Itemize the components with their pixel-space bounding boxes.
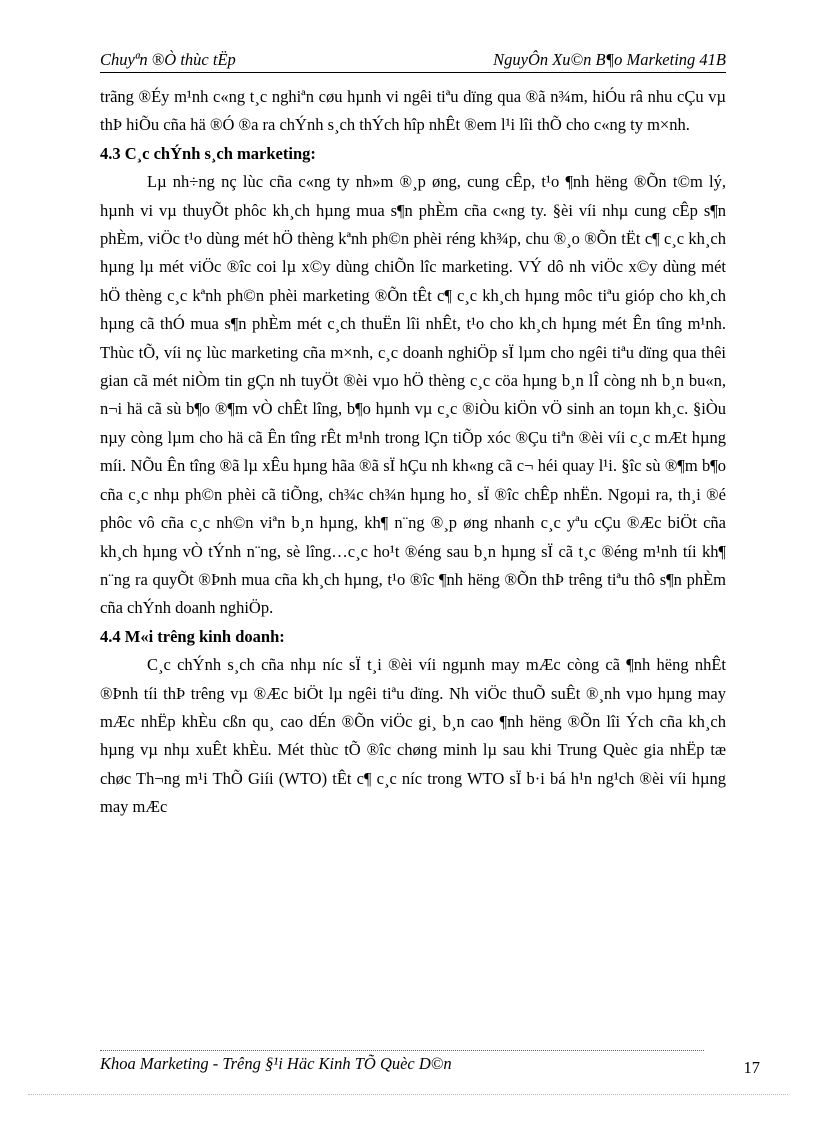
page-bottom-edge bbox=[28, 1094, 788, 1095]
footer-left-text: Khoa Marketing - Trêng §¹i Häc Kinh TÕ Quèc D©n bbox=[100, 1054, 452, 1073]
document-body bbox=[100, 83, 726, 822]
footer-divider bbox=[100, 1050, 704, 1051]
page-header bbox=[100, 50, 726, 73]
header-right-text: NguyÔn Xu©n B¶o Marketing 41B bbox=[493, 50, 726, 69]
section-heading-4-3: 4.3 C¸c chÝnh s¸ch marketing: bbox=[100, 143, 316, 163]
paragraph-business-environment: C¸c chÝnh s¸ch cña nhµ níc sÏ t¸i ®èi víi ngµnh may mÆc còng cã ¶nh hëng nhÊt ®Þnh tíi thÞ trêng vµ ®Æc biÖt lµ ngêi tiªu dïng. Nh viÖc thuÕ suÊt ®¸nh vµo hµng may mÆc nhËp khÈu cßn qu¸ cao dÉn ®Õn viÖc gi¸ b¸n cao ¶nh hëng ®Õn lîi Ých cña kh¸ch hµng vµ nhµ xuÊt khÈu. Mét thùc tÕ ®îc chøng minh lµ sau khi Trung Quèc gia nhËp tæ chøc Th¬ng m¹i ThÕ Giíi (WTO) tÊt c¶ c¸c níc trong WTO sÏ b·i bá h¹n ng¹ch ®èi víi hµng may mÆc bbox=[100, 655, 726, 817]
page-number: 17 bbox=[743, 1058, 760, 1077]
header-left-text: Chuyªn ®Ò thùc tËp bbox=[100, 50, 236, 69]
section-heading-4-4: 4.4 M«i trêng kinh doanh: bbox=[100, 626, 285, 646]
paragraph-continuation: trãng ®Éy m¹nh c«ng t¸c nghiªn cøu hµnh vi ngêi tiªu dïng qua ®ã n¾m, hiÓu râ nhu cÇu vµ thÞ hiÕu cña hä ®Ó ®a ra chÝnh s¸ch thÝch hîp nhÊt ®em l¹i lîi thÕ cho c«ng ty m×nh. bbox=[100, 87, 726, 135]
paragraph-marketing-policies: Lµ nh÷ng nç lùc cña c«ng ty nh»m ®¸p øng, cung cÊp, t¹o ¶nh hëng ®Õn t©m lý, hµnh vi vµ thuyÕt phôc kh¸ch hµng mua s¶n phÈm cña c«ng ty. §èi víi nhµ cung cÊp s¶n phÈm, viÖc t¹o dùng mét hÖ thèng kªnh ph©n phèi réng kh¾p, chu ®¸o ®Õn tËt c¶ c¸c kh¸ch hµng lµ mét viÖc ®îc coi lµ x©y dùng chiÕn lîc marketing. VÝ dô nh viÖc x©y dùng mét hÖ thèng c¸c kªnh ph©n phèi marketing ®Õn tÊt c¶ c¸c kh¸ch hµng môc tiªu gióp cho kh¸ch hµng cã thÓ mua s¶n phÈm mét c¸ch thuËn lîi nhÊt, t¹o cho kh¸ch hµng mét Ên tîng m¹nh. Thùc tÕ, víi nç lùc marketing cña m×nh, c¸c doanh nghiÖp sÏ lµm cho ngêi tiªu dïng qua thêi gian cã mét niÒm tin gÇn nh tuyÖt ®èi vµo hÖ thèng c¸c cöa hµng b¸n lÎ còng nh b¸n bu«n, n¬i hä cã sù b¶o ®¶m vÒ chÊt lîng, b¶o hµnh vµ c¸c ®iÒu kiÖn vÖ sinh an toµn kh¸c. §iÒu nµy còng lµm cho hä cã Ên tîng rÊt m¹nh trong lÇn tiÕp xóc ®Çu tiªn ®èi víi c¸c mÆt hµng míi. NÕu Ên tîng ®ã lµ xÊu hµng hãa ®ã sÏ hÇu nh kh«ng cã c¬ héi quay l¹i. §îc sù ®¶m b¶o cña c¸c nhµ ph©n phèi cã tiÕng, ch¾c ch¾n hµng ho¸ sÏ ®îc chÊp nhËn. Ngoµi ra, th¸i ®é phôc vô cña c¸c nh©n viªn b¸n hµng, kh¶ n¨ng ®¸p øng nhanh c¸c yªu cÇu ®Æc biÖt cña kh¸ch hµng vÒ tÝnh n¨ng, sè lîng…c¸c ho¹t ®éng sau b¸n hµng sÏ cã t¸c ®éng m¹nh tíi kh¶ n¨ng ra quyÕt ®Þnh mua cña kh¸ch hµng, t¹o ®îc ¶nh hëng ®Õn thÞ trêng tiªu thô s¶n phÈm cña chÝnh doanh nghiÖp. bbox=[100, 172, 726, 618]
